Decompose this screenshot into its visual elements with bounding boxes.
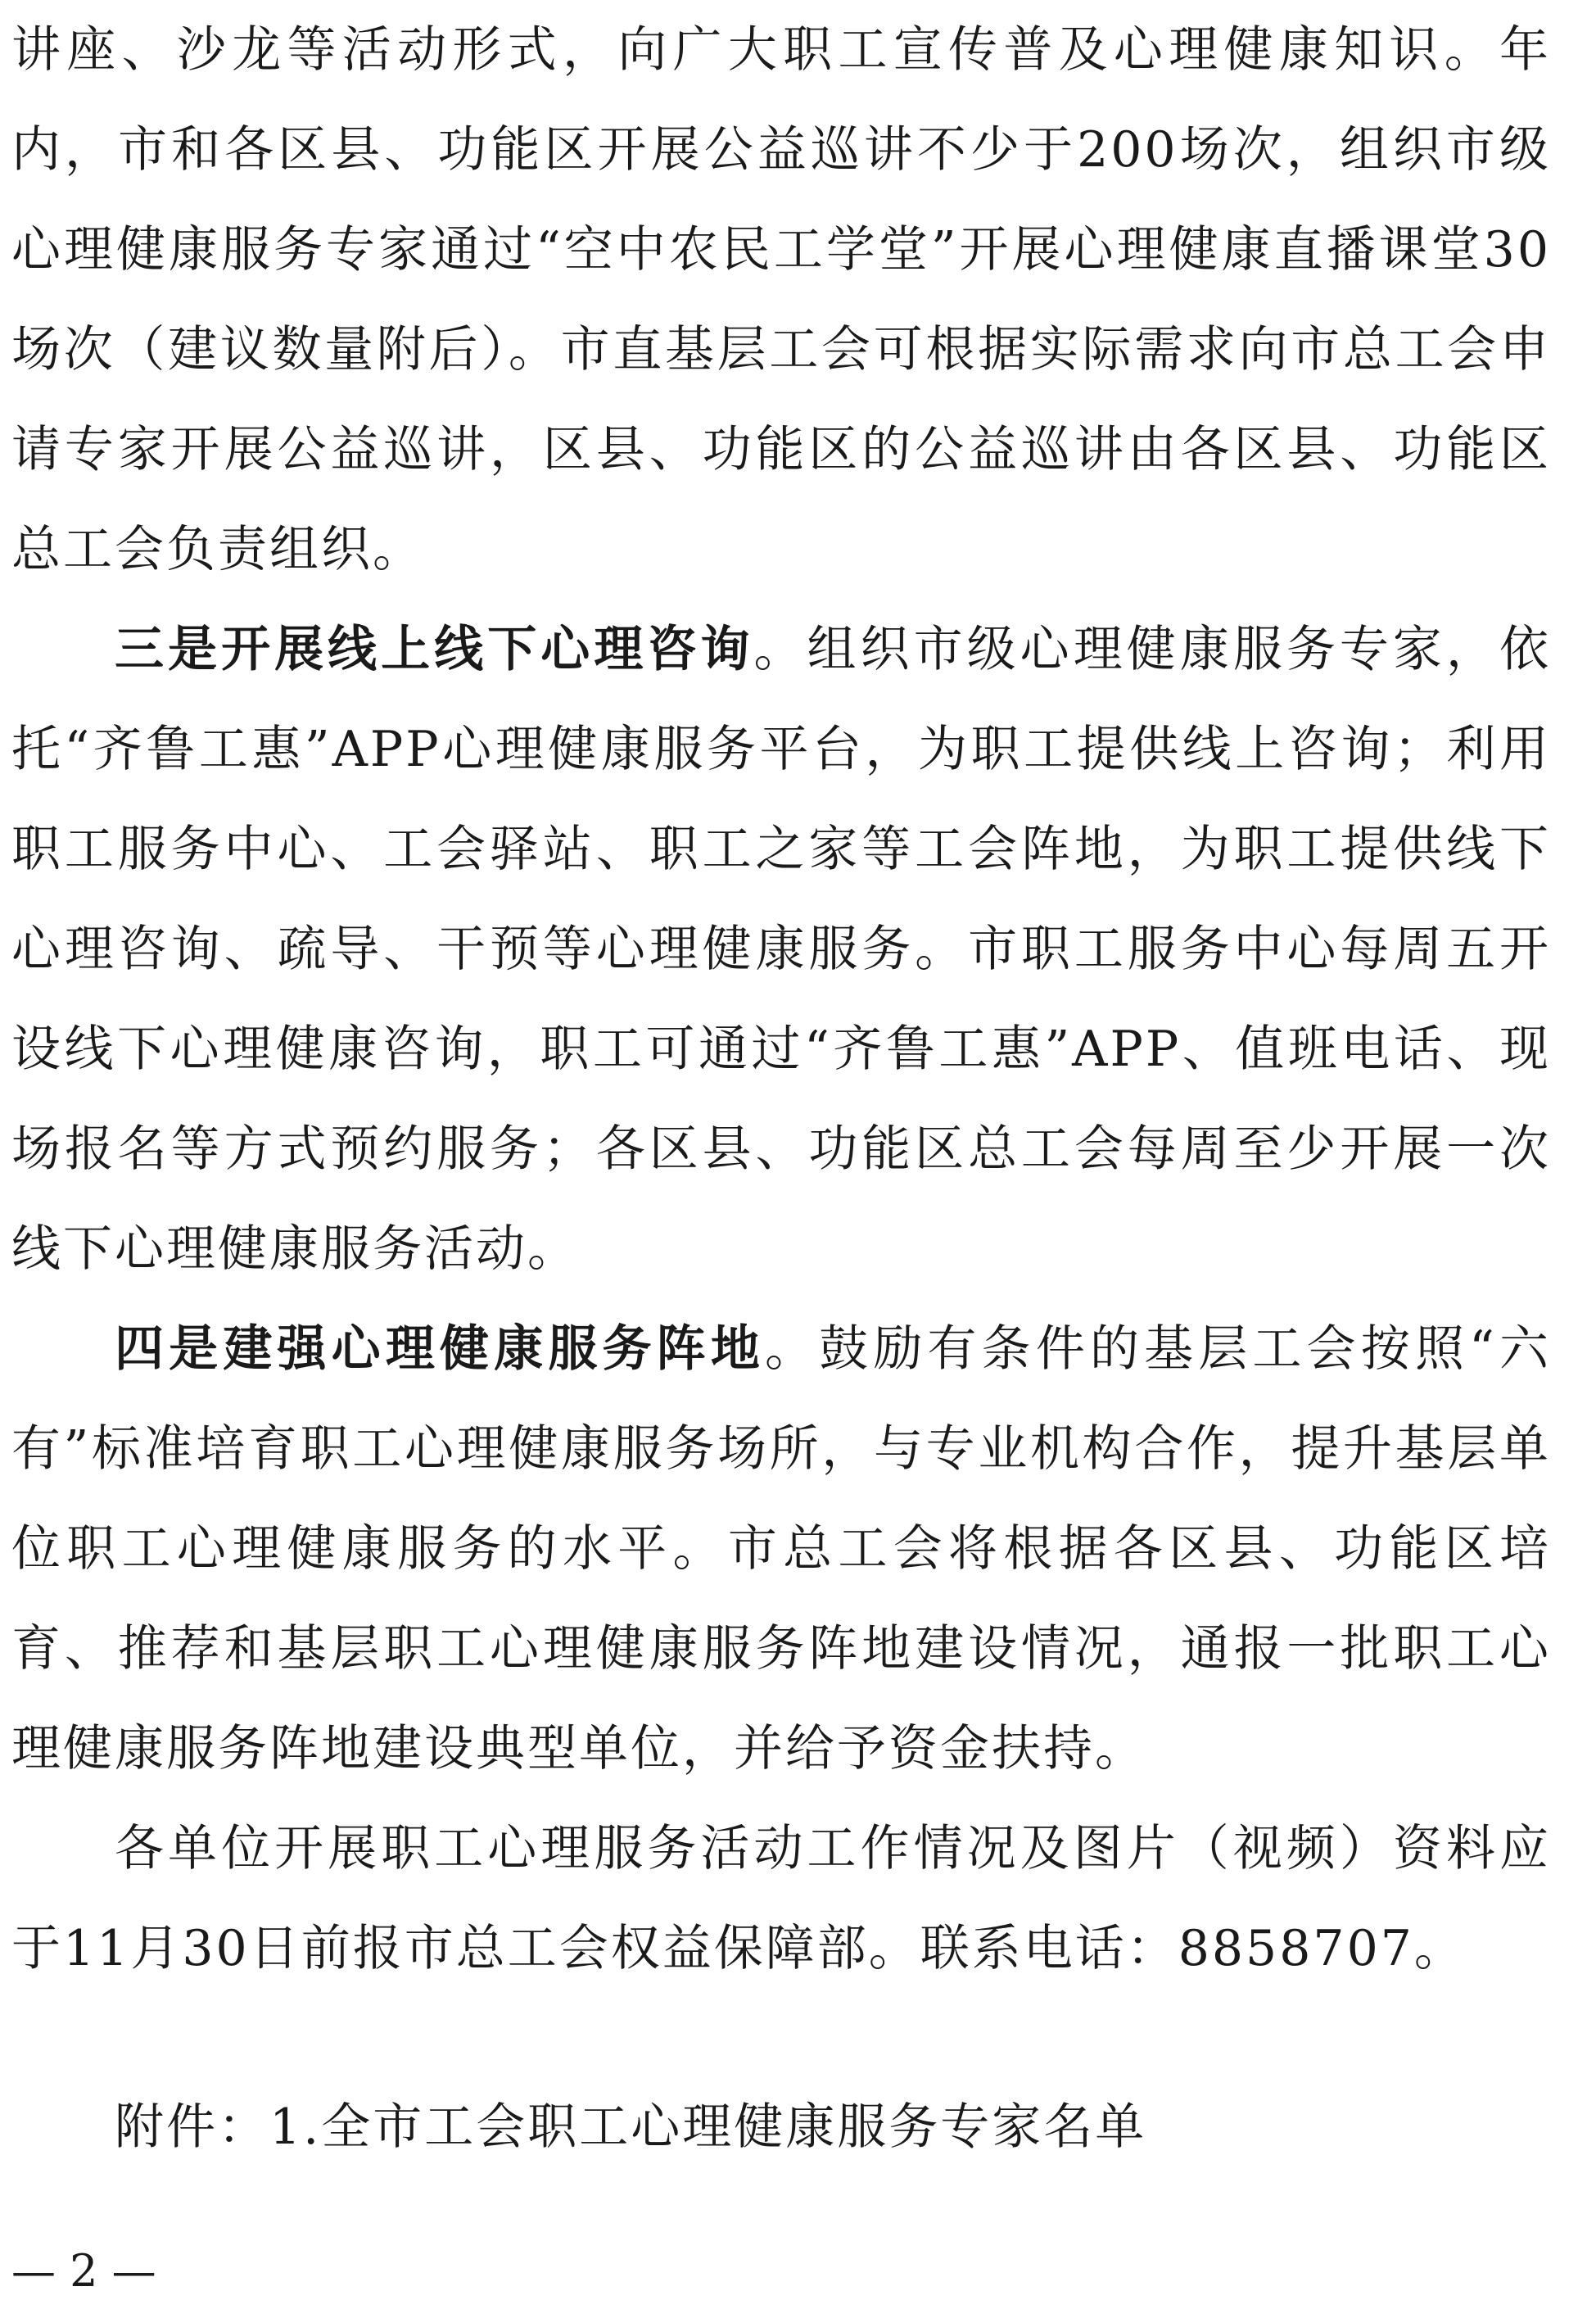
paragraph-body-text: 。鼓励有条件的基层工会按照“六有”标准培育职工心理健康服务场所，与专业机构合作，提升基层单位职工心理健康服务的水平。市总工会将根据各区县、功能区培育、推荐和基层职工心理健康服务阵地建设情况，通报一批职工心理健康服务阵地建设典型单位，并给予资金扶持。	[11, 1320, 1551, 1777]
attachment-line: 附件：1.全市工会职工心理健康服务专家名单	[115, 2098, 1147, 2156]
paragraph-reporting-deadline: 各单位开展职工心理服务活动工作情况及图片（视频）资料应于11月30日前报市总工会权益保障部。联系电话：8858707。	[11, 1820, 1551, 1977]
paragraph-lead-heading: 四是建强心理健康服务阵地	[115, 1320, 765, 1378]
paragraph-outreach-lectures: 讲座、沙龙等活动形式，向广大职工宣传普及心理健康知识。年内，市和各区县、功能区开展公益巡讲不少于200场次，组织市级心理健康服务专家通过“空中农民工学堂”开展心理健康直播课堂30场次（建议数量附后）。市直基层工会可根据实际需求向市总工会申请专家开展公益巡讲，区县、功能区的公益巡讲由各区县、功能区总工会负责组织。	[11, 21, 1551, 578]
paragraph-service-venues	[11, 1299, 1551, 1799]
paragraph-lead-heading: 三是开展线上线下心理咨询	[115, 621, 754, 678]
paragraph-online-offline-counseling	[11, 600, 1551, 1299]
paragraph-body-text: 。组织市级心理健康服务专家，依托“齐鲁工惠”APP心理健康服务平台，为职工提供线上咨询；利用职工服务中心、工会驿站、职工之家等工会阵地，为职工提供线下心理咨询、疏导、干预等心理健康服务。市职工服务中心每周五开设线下心理健康咨询，职工可通过“齐鲁工惠”APP、值班电话、现场报名等方式预约服务；各区县、功能区总工会每周至少开展一次线下心理健康服务活动。	[11, 621, 1552, 1278]
document-body	[11, 0, 1551, 1999]
page-number: — 2 —	[11, 2245, 156, 2297]
